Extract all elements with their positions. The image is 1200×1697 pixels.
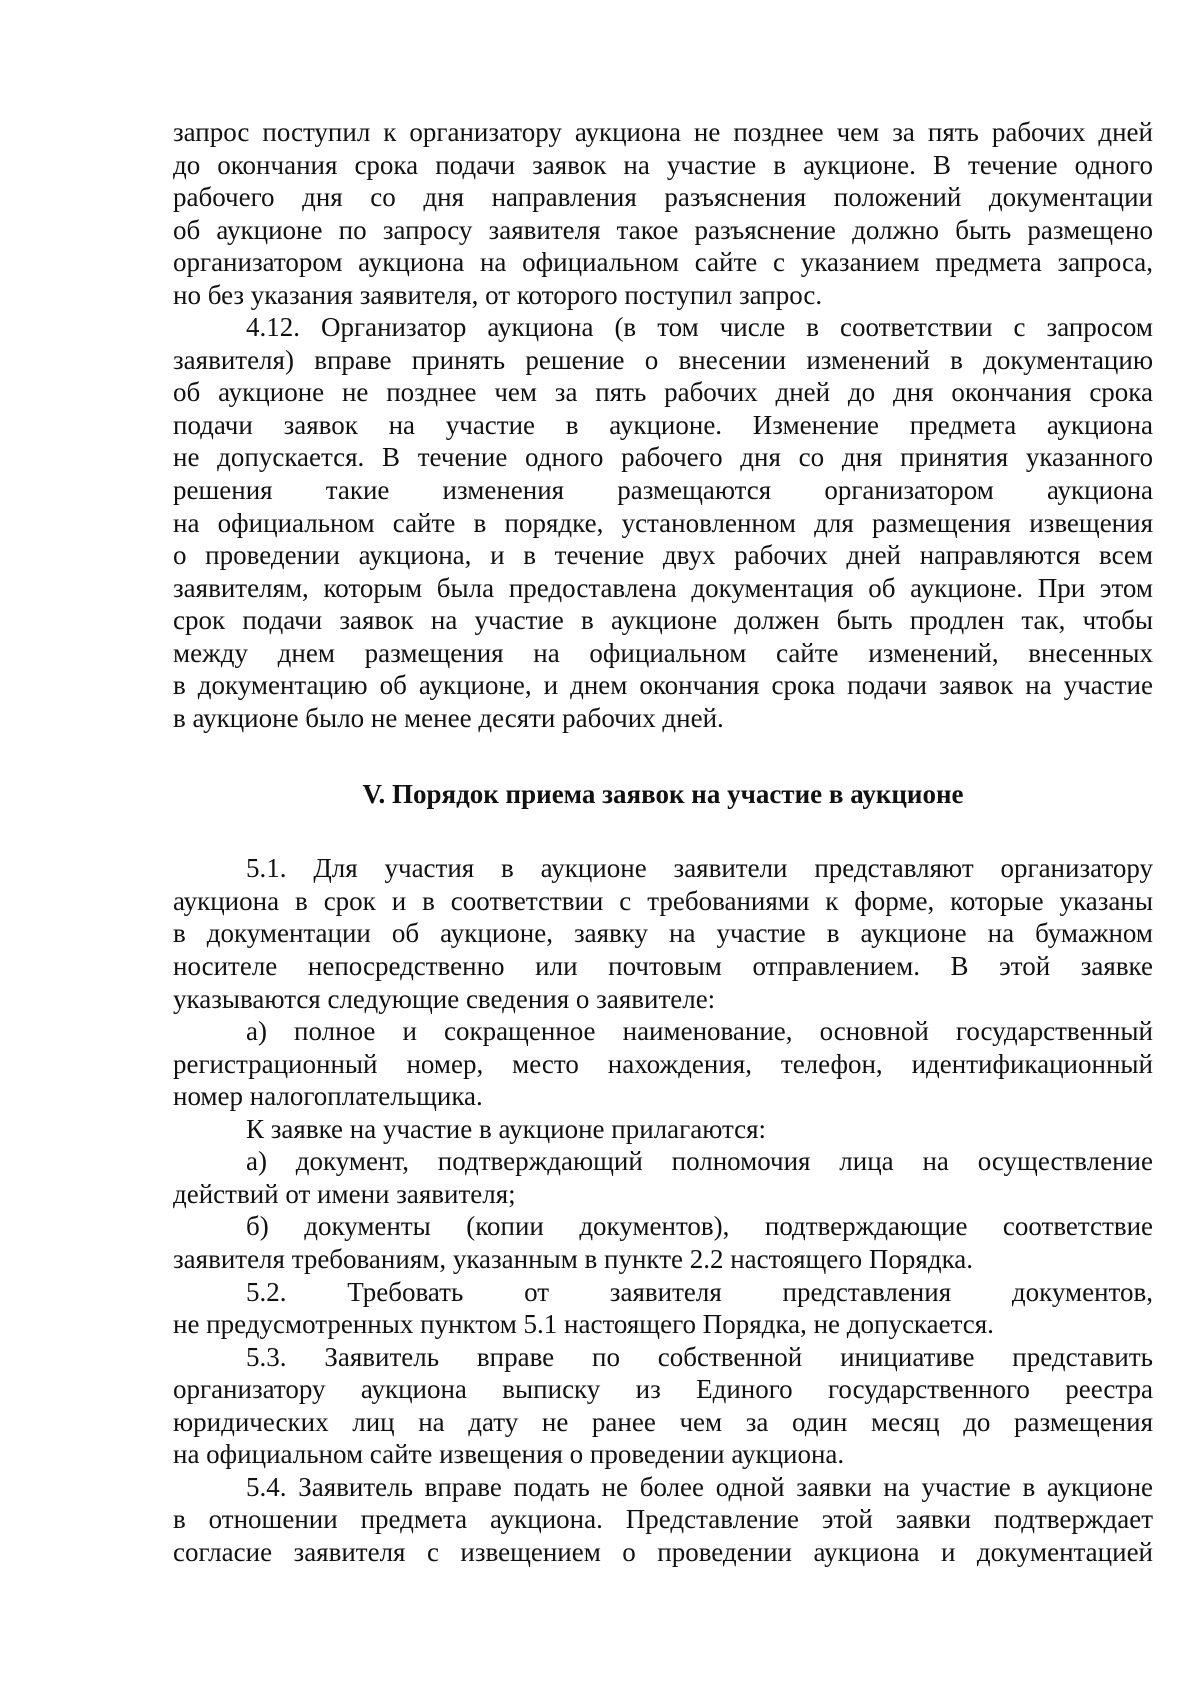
text-line: действий от имени заявителя; (173, 1178, 516, 1209)
text-line: 5.4. Заявитель вправе подать не более одной заявки на участие в аукционе (246, 1471, 1153, 1502)
text-line: на официальном сайте в порядке, установленном для размещения извещения (173, 507, 1153, 538)
text-line: К заявке на участие в аукционе прилагаются: (246, 1113, 767, 1144)
paragraph-5-3 (173, 1341, 1153, 1471)
text-line: об аукционе по запросу заявителя такое разъяснение должно быть размещено (173, 214, 1153, 245)
paragraph-4-12 (173, 311, 1153, 734)
paragraph-attachment-b (173, 1210, 1153, 1275)
text-line: заявителя требованиям, указанным в пункте 2.2 настоящего Порядка. (173, 1243, 974, 1274)
text-line: 4.12. Организатор аукциона (в том числе в соответствии с запросом (246, 312, 1153, 343)
text-line: запрос поступил к организатору аукциона не позднее чем за пять рабочих дней (173, 117, 1153, 147)
paragraph-attachment-a (173, 1145, 1153, 1210)
text-line: но без указания заявителя, от которого поступил запрос. (173, 279, 823, 310)
text-line: между днем размещения на официальном сайте изменений, внесенных (173, 637, 1153, 668)
text-line: в документации об аукционе, заявку на участие в аукционе на бумажном (173, 918, 1153, 949)
text-line: об аукционе не позднее чем за пять рабочих дней до дня окончания срока (173, 377, 1153, 408)
text-line: а) полное и сокращенное наименование, основной государственный (246, 1016, 1153, 1047)
text-line: организатором аукциона на официальном сайте с указанием предмета запроса, (173, 247, 1153, 278)
text-line: 5.2. Требовать от заявителя представления документов, (246, 1276, 1153, 1307)
spacer (173, 734, 1153, 778)
text-line: заявителям, которым была предоставлена документация об аукционе. При этом (173, 572, 1153, 603)
text-line: а) документ, подтверждающий полномочия лица на осуществление (246, 1146, 1153, 1177)
text-line: 5.3. Заявитель вправе по собственной инициативе представить (246, 1341, 1153, 1372)
paragraph-item-a (173, 1015, 1153, 1113)
text-line: 5.1. Для участия в аукционе заявители представляют организатору (246, 853, 1153, 884)
text-line: в аукционе было не менее десяти рабочих дней. (173, 702, 724, 733)
text-line: подачи заявок на участие в аукционе. Изменение предмета аукциона (173, 409, 1153, 440)
text-line: срок подачи заявок на участие в аукционе должен быть продлен так, чтобы (173, 605, 1153, 636)
text-line: регистрационный номер, место нахождения, телефон, идентификационный (173, 1048, 1153, 1079)
text-line: юридических лиц на дату не ранее чем за один месяц до размещения (173, 1406, 1153, 1437)
text-line: до окончания срока подачи заявок на участие в аукционе. В течение одного (173, 149, 1153, 180)
text-line: указываются следующие сведения о заявителе: (173, 983, 716, 1014)
text-line: организатору аукциона выписку из Единого государственного реестра (173, 1374, 1153, 1405)
text-line: согласие заявителя с извещением о проведении аукциона и документацией (173, 1536, 1153, 1567)
text-line: б) документы (копии документов), подтверждающие соответствие (246, 1211, 1153, 1242)
text-line: в документацию об аукционе, и днем окончания срока подачи заявок на участие (173, 670, 1153, 701)
text-line: аукциона в срок и в соответствии с требованиями к форме, которые указаны (173, 885, 1153, 916)
text-line: решения такие изменения размещаются организатором аукциона (173, 475, 1153, 506)
paragraph-5-1 (173, 852, 1153, 1015)
section-heading: V. Порядок приема заявок на участие в аукционе (362, 779, 964, 810)
text-line: номер налогоплательщика. (173, 1081, 483, 1112)
text-line: в отношении предмета аукциона. Представление этой заявки подтверждает (173, 1504, 1153, 1535)
text-line: рабочего дня со дня направления разъяснения положений документации (173, 182, 1153, 213)
text-line: заявителя) вправе принять решение о внесении изменений в документацию (173, 344, 1153, 375)
paragraph-5-4 (173, 1471, 1153, 1569)
paragraph-5-2 (173, 1276, 1153, 1341)
paragraph-continuation (173, 116, 1153, 311)
text-line: не предусмотренных пунктом 5.1 настоящего Порядка, не допускается. (173, 1309, 994, 1340)
paragraph-attachments (173, 1113, 1153, 1146)
spacer (173, 810, 1153, 852)
text-line: о проведении аукциона, и в течение двух рабочих дней направляются всем (173, 540, 1153, 571)
text-line: носителе непосредственно или почтовым отправлением. В этой заявке (173, 951, 1153, 982)
text-line: не допускается. В течение одного рабочего дня со дня принятия указанного (173, 442, 1153, 473)
text-line: на официальном сайте извещения о проведении аукциона. (173, 1439, 845, 1470)
document-page (173, 116, 1153, 1568)
